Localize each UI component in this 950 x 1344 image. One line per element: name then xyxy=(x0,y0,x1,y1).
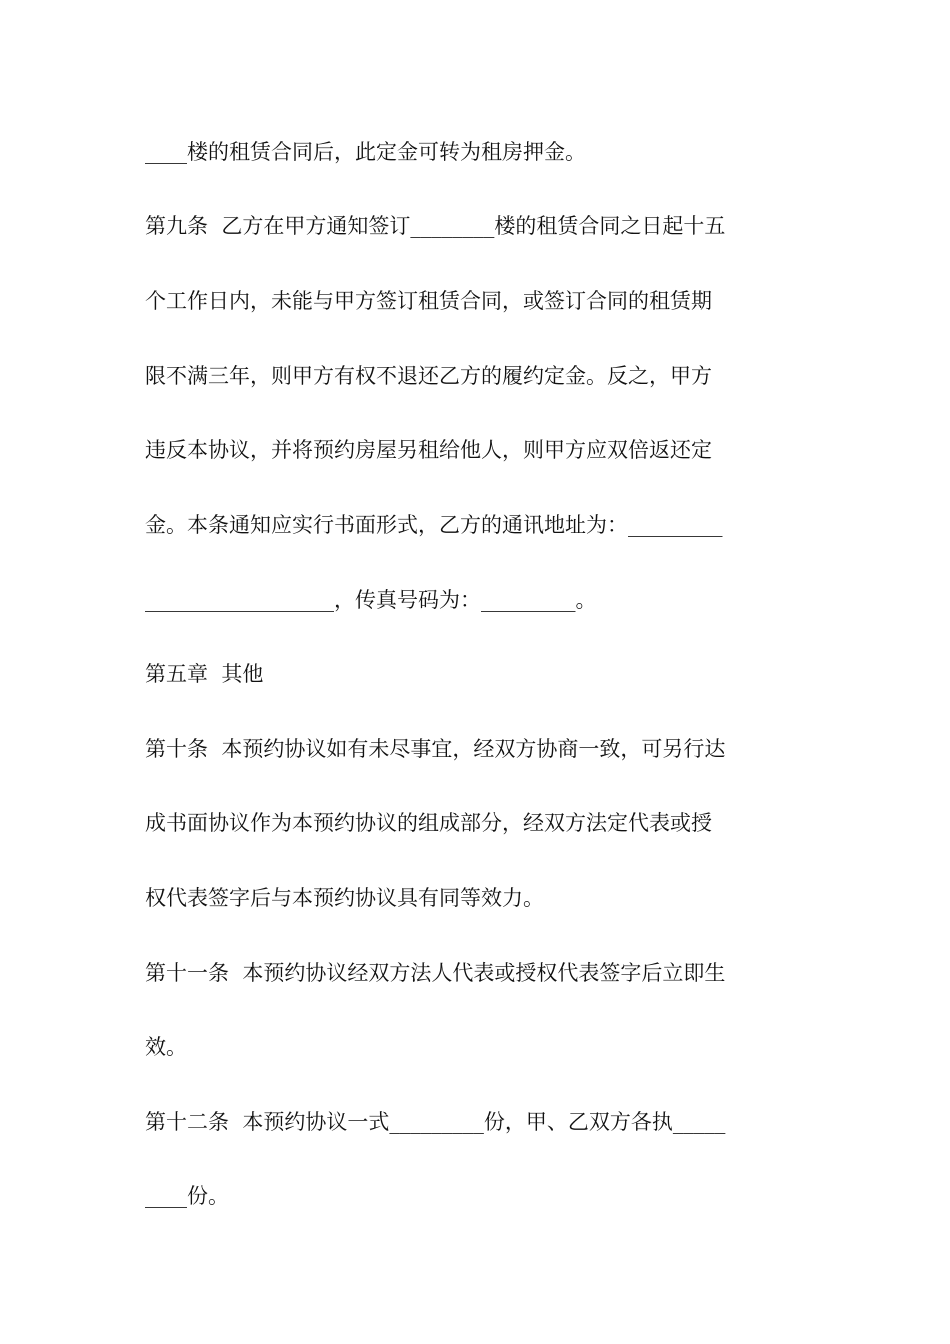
article-10-line-2: 成书面协议作为本预约协议的组成部分，经双方法定代表或授 xyxy=(145,811,712,835)
chapter-5-heading: 第五章 其他 xyxy=(145,662,264,686)
article-9-line-6: __________________，传真号码为：_________。 xyxy=(145,588,597,612)
article-11-line-1: 第十一条 本预约协议经双方法人代表或授权代表签字后立即生 xyxy=(145,961,726,985)
article-9-line-3: 限不满三年，则甲方有权不退还乙方的履约定金。反之，甲方 xyxy=(145,364,712,388)
article-10-line-3: 权代表签字后与本预约协议具有同等效力。 xyxy=(145,886,544,910)
article-10-line-1: 第十条 本预约协议如有未尽事宜，经双方协商一致，可另行达 xyxy=(145,737,726,761)
article-9-line-5: 金。本条通知应实行书面形式，乙方的通讯地址为：_________ xyxy=(145,513,723,537)
text-line-1: ____楼的租赁合同后，此定金可转为租房押金。 xyxy=(145,140,586,164)
article-12-line-2: ____份。 xyxy=(145,1184,229,1208)
article-9-line-1: 第九条 乙方在甲方通知签订________楼的租赁合同之日起十五 xyxy=(145,214,726,238)
article-11-line-2: 效。 xyxy=(145,1035,187,1059)
article-9-line-4: 违反本协议，并将预约房屋另租给他人，则甲方应双倍返还定 xyxy=(145,438,712,462)
article-9-line-2: 个工作日内，未能与甲方签订租赁合同，或签订合同的租赁期 xyxy=(145,289,712,313)
article-12-line-1: 第十二条 本预约协议一式_________份，甲、乙双方各执_____ xyxy=(145,1110,726,1134)
